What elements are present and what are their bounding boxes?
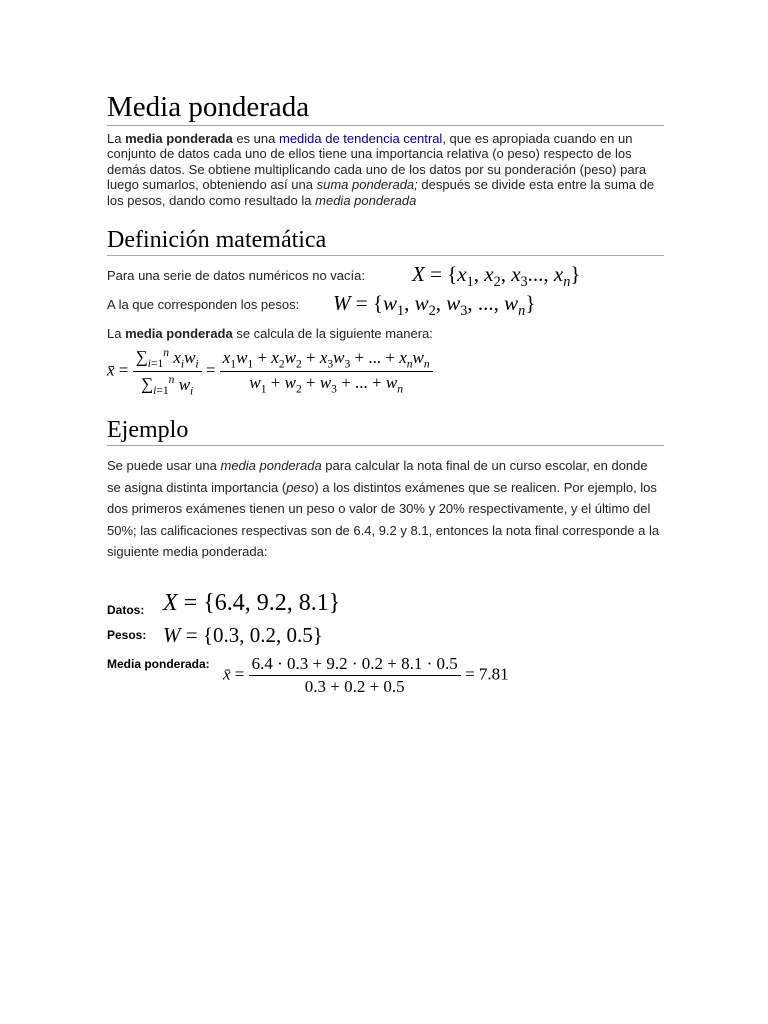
intro-text: , que es apropiada cuando en un conjunto de datos cada uno de ellos tiene una importancia relativa (o peso) respecto de los demás datos. Se obtiene multiplicando cada uno de los datos por su ponderación (peso) para luego sumarlos, obteniendo así una [107, 131, 647, 193]
intro-emphasis: suma ponderada; [316, 177, 418, 193]
datos-label: Datos: [107, 603, 145, 617]
example-paragraph [107, 455, 664, 563]
tendency-link[interactable]: medida de tendencia central [278, 131, 443, 146]
example-text: para calcular la nota final de un curso escolar, en donde se asigna distinta importancia ( [107, 458, 648, 495]
example-mean-formula: x̄ = $\frac{6.4 \cdot 0.3 + 9.2 \cdot 0.2 + 8.1 \cdot 0.5}{0.3 + 0.2 + 0.5}$ = 7.81 [223, 654, 509, 696]
intro-bold-term: media ponderada [125, 131, 233, 146]
pesos-values: 0.3, 0.2, 0.5 [212, 623, 313, 647]
example-emphasis: peso [286, 479, 315, 495]
page-title: Media ponderada [107, 90, 664, 126]
intro-emphasis: media ponderada [315, 192, 417, 208]
definition-heading: Definición matemática [107, 226, 664, 256]
example-emphasis: media ponderada [220, 458, 322, 473]
datos-formula: X = {6.4, 9.2, 8.1} [163, 590, 341, 616]
intro-text: La [107, 131, 126, 146]
example-denominator: 0.3 + 0.2 + 0.5 [304, 677, 405, 696]
pesos-formula: W = {0.3, 0.2, 0.5} [163, 623, 323, 647]
intro-paragraph [107, 131, 664, 208]
example-numerator: 6.4 · 0.3 + 9.2 · 0.2 + 8.1 · 0.5 [249, 654, 461, 676]
example-text: Se puede usar una [107, 458, 221, 473]
media-label: Media ponderada: [107, 657, 210, 671]
weights-formula: $W = \{w_1$, $w_2$, $w_3$, ..., $w_n$} [333, 291, 536, 320]
calc-text: La [107, 326, 126, 341]
series-formula: $X = \{x_1$, $x_2$, $x_3$..., $x_n$} [412, 262, 581, 291]
intro-text: después se divide esta entre la suma de los pesos, dando como resultado la [107, 177, 655, 208]
pesos-label: Pesos: [107, 628, 147, 642]
series-label: Para una serie de datos numéricos no vacía: [107, 268, 365, 283]
calc-sentence [107, 326, 433, 341]
intro-text: es una [232, 131, 279, 146]
example-text: ) a los distintos exámenes que se realicen. Por ejemplo, los dos primeros exámenes tienen un peso o valor de 30% y 20% respectivamente, y el último del 50%; las calificaciones respectivas son de 6.4, 9.2 y 8.1, entonces la nota final corresponde a la siguiente media ponderada: [107, 479, 660, 560]
weights-label: A la que corresponden los pesos: [107, 297, 300, 312]
example-result: 7.81 [478, 664, 509, 684]
datos-values: 6.4, 9.2, 8.1 [214, 590, 329, 616]
example-heading: Ejemplo [107, 416, 664, 446]
calc-text: se calcula de la siguiente manera: [232, 326, 433, 341]
calc-bold-term: media ponderada [125, 326, 233, 341]
weighted-mean-formula: x̄ = $\frac{\sum_{i=1}^n x_iw_i}{\sum_{i=1}^n w_i}$ = $\frac{x_1w_1 + x_2w_2 + x_3w_3 + ... + x_nw_n}{w_1 + w_2 + w_3 + ... + w_n}$ [107, 346, 433, 397]
